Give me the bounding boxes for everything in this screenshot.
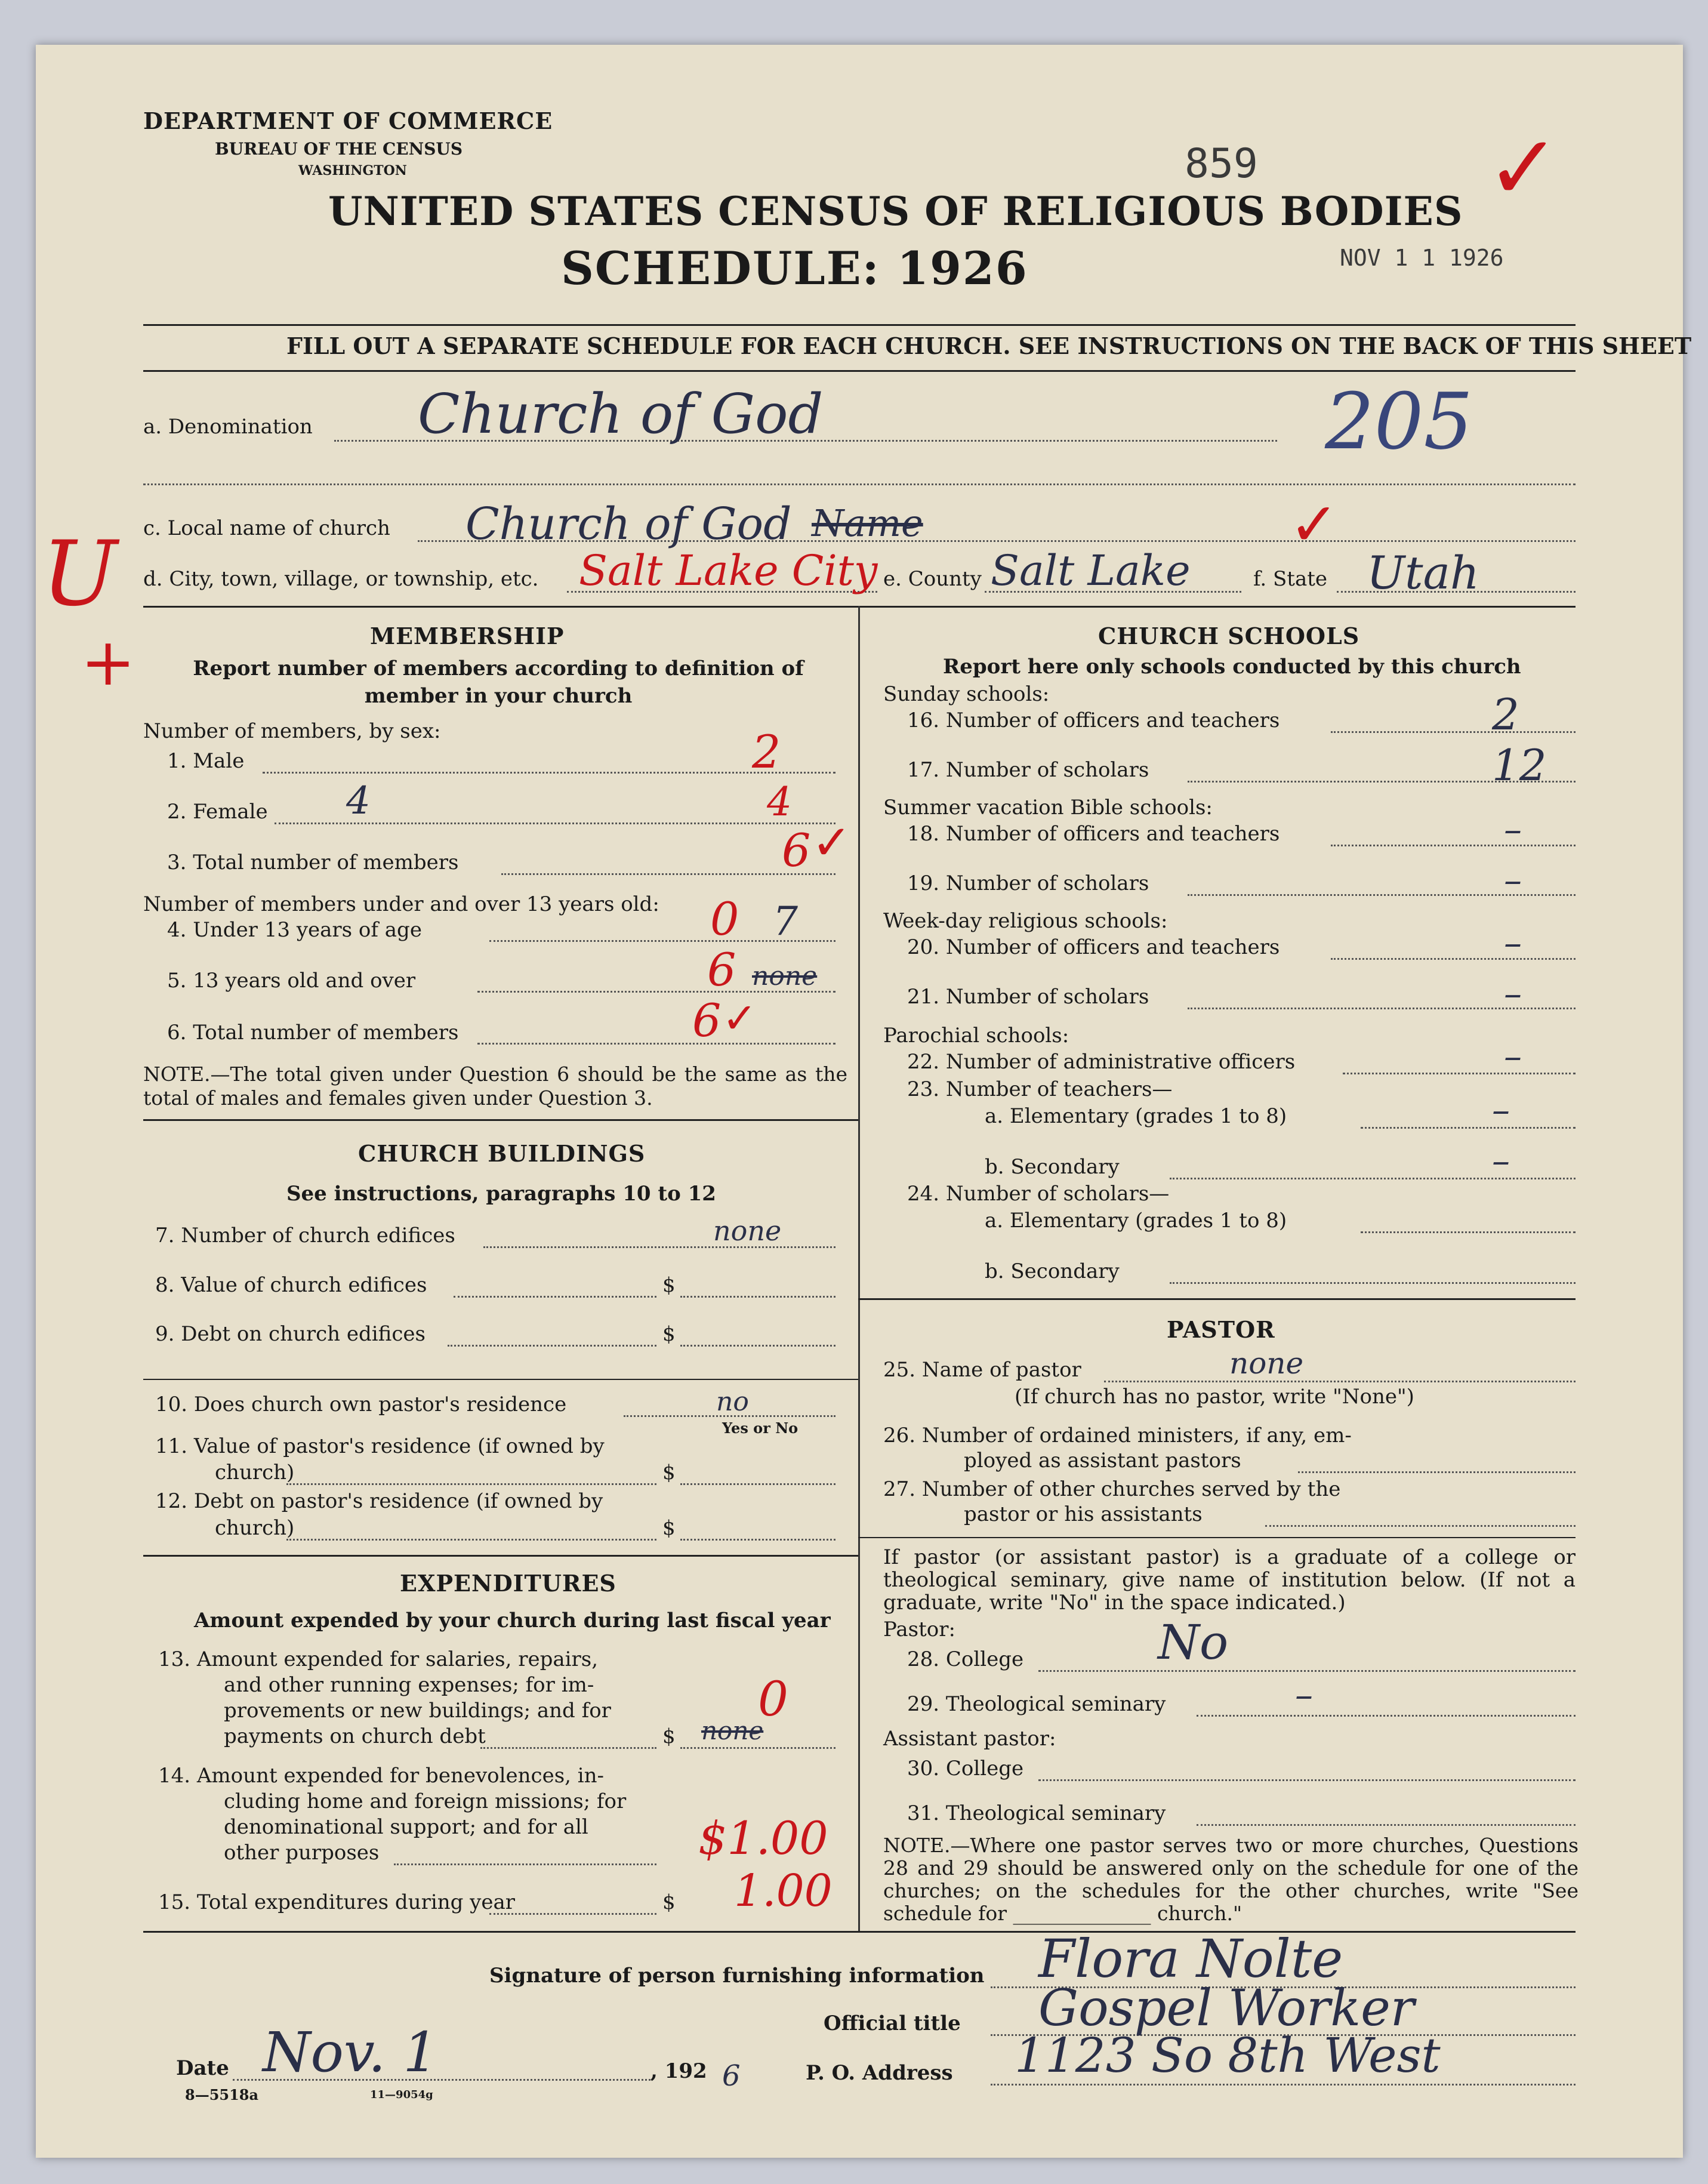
county-value[interactable]: Salt Lake bbox=[991, 546, 1191, 595]
q13-label-4: payments on church debt bbox=[224, 1724, 486, 1748]
q14-label-4: other purposes bbox=[224, 1841, 380, 1865]
column-divider bbox=[858, 606, 860, 1931]
print-number: 11—9054g bbox=[370, 2088, 433, 2101]
q28-line bbox=[1038, 1670, 1576, 1672]
official-title-label: Official title bbox=[824, 2012, 961, 2035]
q14-label-3: denominational support; and for all bbox=[224, 1815, 588, 1839]
q12-label-2: church) bbox=[215, 1516, 295, 1540]
q8-amount-line bbox=[680, 1296, 835, 1298]
q13-label-3: provements or new buildings; and for bbox=[224, 1699, 611, 1723]
q16-label: 16. Number of officers and teachers bbox=[907, 709, 1280, 732]
schools-title: CHURCH SCHOOLS bbox=[1098, 623, 1360, 649]
form-title: UNITED STATES CENSUS OF RELIGIOUS BODIES bbox=[328, 188, 1463, 235]
q22-value[interactable]: – bbox=[1504, 1036, 1522, 1077]
q7-value[interactable]: none bbox=[713, 1215, 782, 1247]
pastor-title: PASTOR bbox=[1167, 1316, 1275, 1343]
under-over-label: Number of members under and over 13 years old: bbox=[143, 892, 659, 916]
q23a-value[interactable]: – bbox=[1492, 1089, 1510, 1131]
by-sex-label: Number of members, by sex: bbox=[143, 719, 441, 743]
q27-label-1: 27. Number of other churches served by the bbox=[883, 1477, 1341, 1501]
q22-line bbox=[1343, 1073, 1576, 1074]
q20-value[interactable]: – bbox=[1504, 922, 1522, 964]
buildings-mid-rule bbox=[143, 1379, 858, 1380]
instructions-band: FILL OUT A SEPARATE SCHEDULE FOR EACH CHURCH. SEE INSTRUCTIONS ON THE BACK OF THIS SHEET bbox=[286, 332, 1692, 359]
q23a-label: a. Elementary (grades 1 to 8) bbox=[985, 1104, 1287, 1128]
buildings-sub: See instructions, paragraphs 10 to 12 bbox=[286, 1182, 716, 1206]
q30-line bbox=[1038, 1779, 1576, 1781]
pastor-mid-rule bbox=[858, 1537, 1576, 1538]
margin-plus-mark: + bbox=[81, 624, 136, 700]
signature-label: Signature of person furnishing information bbox=[489, 1964, 985, 1988]
q13-line bbox=[480, 1747, 656, 1749]
q15-value[interactable]: 1.00 bbox=[734, 1865, 833, 1917]
bureau-heading: BUREAU OF THE CENSUS bbox=[215, 139, 463, 159]
year-value[interactable]: 6 bbox=[722, 2059, 741, 2093]
q3-check: ✓ bbox=[812, 815, 852, 870]
denomination-value[interactable]: Church of God bbox=[418, 382, 824, 446]
graduate-note: If pastor (or assistant pastor) is a graduate of a college or theological seminary, give name of institution below. (If not a graduate, write "No" in the space indicated.) bbox=[883, 1545, 1576, 1615]
q23b-value[interactable]: – bbox=[1492, 1140, 1510, 1182]
q6-line bbox=[477, 1043, 835, 1045]
q31-label: 31. Theological seminary bbox=[907, 1801, 1166, 1825]
q14-label-2: cluding home and foreign missions; for bbox=[224, 1789, 627, 1813]
q19-label: 19. Number of scholars bbox=[907, 871, 1149, 895]
q31-line bbox=[1197, 1824, 1576, 1826]
q14-label-1: 14. Amount expended for benevolences, in- bbox=[158, 1764, 605, 1788]
membership-title: MEMBERSHIP bbox=[370, 623, 565, 649]
q29-line bbox=[1197, 1715, 1576, 1717]
q16-line bbox=[1331, 731, 1576, 733]
q18-line bbox=[1331, 845, 1576, 846]
q1-value[interactable]: 2 bbox=[752, 725, 781, 778]
q2-label: 2. Female bbox=[167, 800, 268, 824]
q3-value[interactable]: 6 bbox=[782, 824, 811, 877]
state-value[interactable]: Utah bbox=[1367, 546, 1479, 599]
asst-pastor-label: Assistant pastor: bbox=[883, 1727, 1056, 1751]
address-value[interactable]: 1123 So 8th West bbox=[1015, 2028, 1441, 2083]
q8-dollar: $ bbox=[662, 1273, 676, 1297]
city-label: d. City, town, village, or township, etc. bbox=[143, 567, 539, 591]
sections-bottom-rule bbox=[143, 1931, 1576, 1933]
corner-check-mark: ✓ bbox=[1486, 116, 1561, 220]
q24a-line bbox=[1361, 1231, 1576, 1233]
q9-amount-line bbox=[680, 1345, 835, 1347]
q4-value[interactable]: 0 bbox=[710, 892, 739, 945]
expenditures-sub: Amount expended by your church during last fiscal year bbox=[194, 1609, 831, 1632]
signature-value[interactable]: Flora Nolte bbox=[1038, 1928, 1343, 1989]
official-title-value[interactable]: Gospel Worker bbox=[1038, 1979, 1414, 2037]
local-name-check: ✓ bbox=[1289, 489, 1339, 559]
q18-label: 18. Number of officers and teachers bbox=[907, 822, 1280, 846]
q11-label-2: church) bbox=[215, 1461, 295, 1484]
summer-label: Summer vacation Bible schools: bbox=[883, 796, 1213, 820]
q13-label-2: and other running expenses; for im- bbox=[224, 1673, 594, 1697]
address-label: P. O. Address bbox=[806, 2061, 953, 2085]
denomination-second-line bbox=[143, 483, 1576, 485]
q23b-line bbox=[1170, 1178, 1576, 1179]
city-heading: WASHINGTON bbox=[298, 163, 407, 178]
q9-label: 9. Debt on church edifices bbox=[155, 1322, 426, 1346]
q9-dollar: $ bbox=[662, 1322, 676, 1346]
band-bottom-rule bbox=[143, 370, 1576, 372]
q4-label: 4. Under 13 years of age bbox=[167, 918, 422, 942]
q14-line bbox=[394, 1863, 656, 1865]
county-label: e. County bbox=[883, 567, 982, 591]
q20-line bbox=[1331, 958, 1576, 960]
q10-label: 10. Does church own pastor's residence bbox=[155, 1393, 567, 1416]
denomination-label: a. Denomination bbox=[143, 415, 313, 439]
local-name-value[interactable]: Church of God bbox=[465, 498, 792, 550]
q11-label-1: 11. Value of pastor's residence (if owned by bbox=[155, 1434, 605, 1458]
department-heading: DEPARTMENT OF COMMERCE bbox=[143, 107, 553, 134]
q4-value-orig: 7 bbox=[773, 898, 798, 944]
schedule-number-stamp: 859 bbox=[1185, 140, 1258, 187]
q12-line bbox=[286, 1539, 656, 1541]
city-value[interactable]: Salt Lake City bbox=[579, 546, 878, 595]
q5-value-orig: none bbox=[752, 961, 818, 991]
q8-label: 8. Value of church edifices bbox=[155, 1273, 427, 1297]
received-date-stamp: NOV 1 1 1926 bbox=[1340, 245, 1504, 271]
q25-line bbox=[1104, 1381, 1576, 1382]
q25-note: (If church has no pastor, write "None") bbox=[1015, 1385, 1414, 1409]
margin-u-mark: U bbox=[42, 522, 118, 626]
sunday-label: Sunday schools: bbox=[883, 682, 1050, 706]
schools-sub: Report here only schools conducted by this church bbox=[943, 655, 1521, 679]
parochial-label: Parochial schools: bbox=[883, 1024, 1069, 1048]
q12-label-1: 12. Debt on pastor's residence (if owned by bbox=[155, 1489, 603, 1513]
q15-label: 15. Total expenditures during year bbox=[158, 1890, 516, 1914]
q19-value[interactable]: – bbox=[1504, 860, 1522, 901]
pastor-sub-label: Pastor: bbox=[883, 1618, 955, 1641]
q13-value-orig: none bbox=[701, 1716, 764, 1745]
q10-value[interactable]: no bbox=[716, 1387, 749, 1417]
q2-value[interactable]: 4 bbox=[767, 779, 792, 825]
q2-value-orig: 4 bbox=[346, 779, 371, 823]
q5-value[interactable]: 6 bbox=[707, 943, 736, 996]
q30-label: 30. College bbox=[907, 1757, 1024, 1781]
q23b-label: b. Secondary bbox=[985, 1155, 1120, 1179]
state-label: f. State bbox=[1253, 567, 1327, 591]
q29-value[interactable]: – bbox=[1295, 1674, 1313, 1716]
census-schedule-sheet bbox=[36, 45, 1692, 2158]
q15-dollar: $ bbox=[662, 1890, 676, 1914]
form-number: 8—5518a bbox=[185, 2086, 259, 2103]
q9-line bbox=[448, 1345, 656, 1347]
q18-value[interactable]: – bbox=[1504, 809, 1522, 851]
q24b-line bbox=[1170, 1282, 1576, 1284]
q16-value[interactable]: 2 bbox=[1492, 689, 1519, 740]
q21-label: 21. Number of scholars bbox=[907, 985, 1149, 1009]
schedule-title: SCHEDULE: 1926 bbox=[561, 242, 1028, 295]
q26-label-2: ployed as assistant pastors bbox=[964, 1449, 1241, 1473]
q7-label: 7. Number of church edifices bbox=[155, 1224, 455, 1247]
membership-note: NOTE.—The total given under Question 6 should be the same as the total of males and females given under Question 3. bbox=[143, 1062, 847, 1110]
q24a-label: a. Elementary (grades 1 to 8) bbox=[985, 1209, 1287, 1233]
weekday-label: Week-day religious schools: bbox=[883, 909, 1168, 933]
yes-no-caption: Yes or No bbox=[722, 1419, 798, 1437]
q11-amount-line bbox=[680, 1483, 835, 1485]
q1-line bbox=[263, 772, 835, 774]
q7-line bbox=[483, 1246, 835, 1248]
q14-value[interactable]: $1.00 bbox=[698, 1812, 828, 1865]
q13-amount-line bbox=[680, 1747, 835, 1749]
membership-intro: Report number of members according to definition of member in your church bbox=[193, 657, 804, 708]
schools-bottom-rule bbox=[858, 1298, 1576, 1300]
q27-label-2: pastor or his assistants bbox=[964, 1502, 1203, 1526]
q6-label: 6. Total number of members bbox=[167, 1021, 459, 1045]
buildings-title: CHURCH BUILDINGS bbox=[358, 1140, 646, 1167]
q28-value[interactable]: No bbox=[1158, 1615, 1229, 1670]
q13-label-1: 13. Amount expended for salaries, repairs, bbox=[158, 1647, 599, 1671]
year-prefix: , 192 bbox=[650, 2059, 707, 2083]
q21-value[interactable]: – bbox=[1504, 973, 1522, 1015]
membership-bottom-rule bbox=[143, 1119, 858, 1121]
code-value: 205 bbox=[1325, 376, 1473, 467]
q26-label-1: 26. Number of ordained ministers, if any, em- bbox=[883, 1424, 1352, 1447]
q5-label: 5. 13 years old and over bbox=[167, 969, 416, 993]
q3-label: 3. Total number of members bbox=[167, 851, 459, 874]
local-name-label: c. Local name of church bbox=[143, 516, 390, 540]
q11-dollar: $ bbox=[662, 1461, 676, 1484]
q28-label: 28. College bbox=[907, 1647, 1024, 1671]
q12-dollar: $ bbox=[662, 1516, 676, 1540]
expenditures-title: EXPENDITURES bbox=[400, 1570, 616, 1597]
q13-dollar: $ bbox=[662, 1724, 676, 1748]
q25-value[interactable]: none bbox=[1229, 1346, 1304, 1381]
date-value[interactable]: Nov. 1 bbox=[263, 2020, 438, 2084]
address-line bbox=[991, 2084, 1576, 2086]
q24-label: 24. Number of scholars— bbox=[907, 1182, 1170, 1206]
q1-label: 1. Male bbox=[167, 749, 245, 773]
q13-value[interactable]: 0 bbox=[758, 1671, 788, 1727]
q29-label: 29. Theological seminary bbox=[907, 1692, 1166, 1716]
q6-value[interactable]: 6 bbox=[692, 994, 722, 1047]
band-top-rule bbox=[143, 324, 1576, 326]
q27-line bbox=[1265, 1525, 1576, 1527]
q17-value[interactable]: 12 bbox=[1492, 740, 1547, 790]
q25-label: 25. Name of pastor bbox=[883, 1358, 1081, 1382]
q8-line bbox=[454, 1296, 656, 1298]
pastor-note: NOTE.—Where one pastor serves two or more churches, Questions 28 and 29 should be answered only on the schedule for one of the churches; on the schedules for the other churches, write "See schedule for ______________ church." bbox=[883, 1834, 1578, 1925]
q23a-line bbox=[1361, 1127, 1576, 1129]
q22-label: 22. Number of administrative officers bbox=[907, 1050, 1296, 1074]
q20-label: 20. Number of officers and teachers bbox=[907, 935, 1280, 959]
q26-line bbox=[1298, 1471, 1576, 1473]
q17-label: 17. Number of scholars bbox=[907, 758, 1149, 782]
q12-amount-line bbox=[680, 1539, 835, 1541]
date-label: Date bbox=[176, 2056, 229, 2080]
q6-check: ✓ bbox=[722, 994, 757, 1043]
local-name-struck: Name bbox=[812, 501, 923, 545]
q23-label: 23. Number of teachers— bbox=[907, 1077, 1173, 1101]
q11-line bbox=[286, 1483, 656, 1485]
q24b-label: b. Secondary bbox=[985, 1259, 1120, 1283]
q15-line bbox=[489, 1913, 656, 1915]
buildings-bottom-rule bbox=[143, 1555, 858, 1557]
